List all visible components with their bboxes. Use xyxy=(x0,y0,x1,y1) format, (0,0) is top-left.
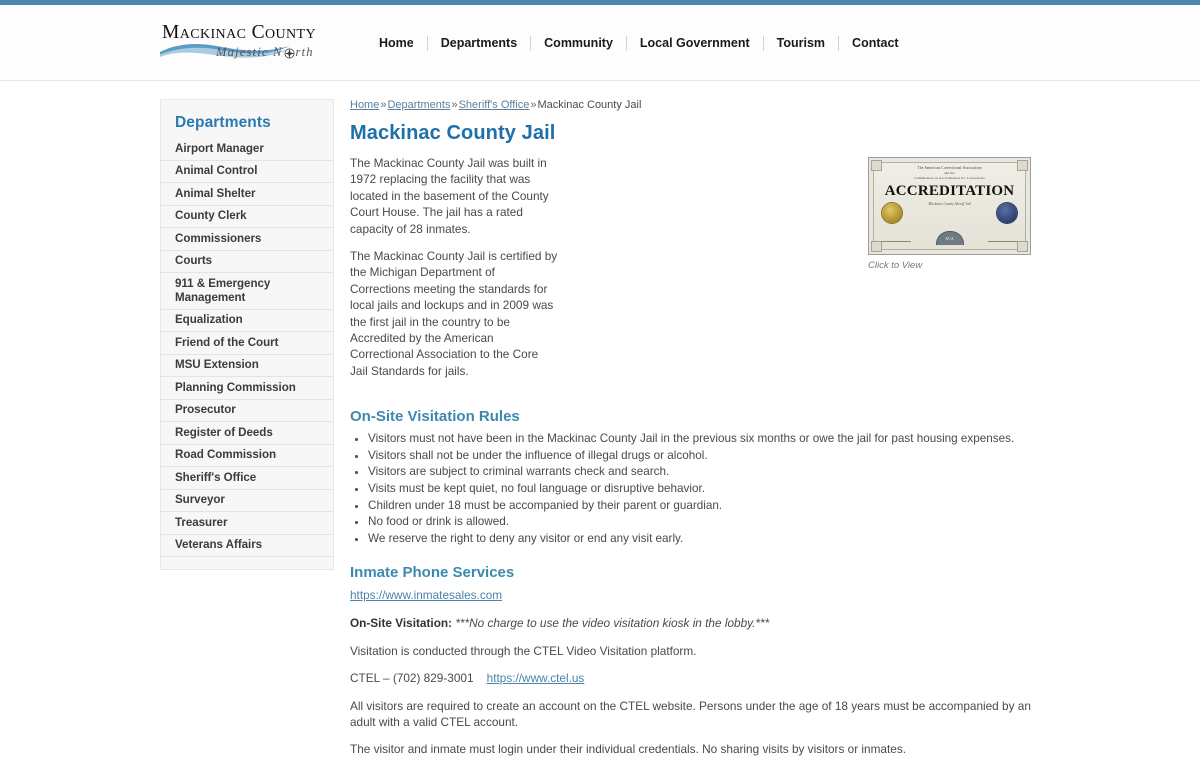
inmate-phone-services-heading: Inmate Phone Services xyxy=(350,564,515,582)
sidebar-item-msu-extension[interactable]: MSU Extension xyxy=(175,358,259,371)
account-requirement-paragraph: All visitors are required to create an account on the CTEL website. Persons under the age of 18 years must be accompanied by an adult with a valid CTEL account. xyxy=(350,698,1031,730)
nav-item-home[interactable]: Home xyxy=(379,36,414,50)
credentials-paragraph: The visitor and inmate must login under their individual credentials. No sharing visits by visitors or inmates. xyxy=(350,742,907,757)
sidebar-item-register-of-deeds[interactable]: Register of Deeds xyxy=(175,425,273,439)
gold-seal-icon xyxy=(882,203,902,223)
intro-section xyxy=(350,155,1040,390)
list-item xyxy=(161,251,333,274)
list-item xyxy=(161,138,333,161)
list-item xyxy=(161,400,333,423)
platform-paragraph: Visitation is conducted through the CTEL Video Visitation platform. xyxy=(350,643,697,658)
breadcrumb-separator: » xyxy=(380,99,387,111)
blue-seal-icon xyxy=(997,203,1017,223)
certificate-corner-ornament xyxy=(1017,241,1028,252)
onsite-visitation-label: On-Site Visitation: xyxy=(350,616,453,631)
list-item xyxy=(161,490,333,513)
breadcrumb-item-sheriffs-office[interactable]: Sheriff's Office xyxy=(458,99,530,111)
breadcrumb-item-departments[interactable]: Departments xyxy=(387,99,451,111)
intro-paragraph-2: The Mackinac County Jail is certified by the Michigan Department of Corrections meeting the standards for local jails and lockups and in 2009 was the first jail in the country to be Accredited by the American Correctional Association to the Core Jail Standards for jails. xyxy=(350,249,558,378)
intro-paragraph-1: The Mackinac County Jail was built in 1972 replacing the facility that was located in the basement of the County Court House. The jail has a rated capacity of 28 inmates. xyxy=(350,156,549,236)
sidebar-item-commissioners[interactable]: Commissioners xyxy=(175,231,262,245)
list-item xyxy=(161,332,333,355)
list-item xyxy=(161,467,333,490)
list-item: • No food or drink is allowed. xyxy=(368,514,1040,530)
list-item: • Children under 18 must be accompanied by their parent or guardian. xyxy=(368,498,1040,514)
sidebar-item-sheriffs-office[interactable]: Sheriff's Office xyxy=(175,470,257,484)
inmatesales-link[interactable]: https://www.inmatesales.com xyxy=(350,588,503,603)
sidebar-item-equalization[interactable]: Equalization xyxy=(175,313,243,326)
logo-secondary-before: Majestic N xyxy=(216,44,283,59)
list-item xyxy=(161,310,333,333)
breadcrumb xyxy=(350,99,1040,112)
sidebar-item-road-commission[interactable]: Road Commission xyxy=(175,448,277,461)
ctel-contact-row xyxy=(350,670,1040,686)
page-body xyxy=(160,81,1040,769)
sidebar-item-county-clerk[interactable]: County Clerk xyxy=(175,209,247,222)
signature-line xyxy=(988,241,1018,242)
list-item: • Visitors must not have been in the Mackinac County Jail in the previous six months or owe the jail for past housing expenses. xyxy=(368,431,1040,447)
accreditation-figure[interactable] xyxy=(868,157,1033,272)
list-item xyxy=(161,183,333,206)
figure-caption: Click to View xyxy=(868,260,923,271)
site-logo[interactable] xyxy=(160,23,342,65)
onsite-visitation-text: ***No charge to use the video visitation kiosk in the lobby.*** xyxy=(455,616,770,631)
logo-secondary-after: rth xyxy=(295,44,314,59)
ctel-phone-text: CTEL – (702) 829-3001 xyxy=(350,671,474,686)
list-item xyxy=(161,512,333,535)
breadcrumb-item-home[interactable]: Home xyxy=(350,99,380,111)
breadcrumb-current: Mackinac County Jail xyxy=(537,99,642,111)
list-item: • Visitors are subject to criminal warrants check and search. xyxy=(368,464,1040,480)
certificate-recipient: Mackinac County Sheriff Jail xyxy=(928,202,971,206)
department-list xyxy=(161,138,333,557)
signature-line xyxy=(881,241,911,242)
site-header xyxy=(0,5,1200,81)
list-item xyxy=(161,377,333,400)
list-item: • We reserve the right to deny any visitor or end any visit early. xyxy=(368,531,1040,547)
visitation-rules-list xyxy=(350,431,1040,546)
list-item: • Visitors shall not be under the influence of illegal drugs or alcohol. xyxy=(368,448,1040,464)
list-item xyxy=(161,422,333,445)
list-item xyxy=(161,355,333,378)
sidebar-item-friend-of-the-court[interactable]: Friend of the Court xyxy=(175,335,279,349)
nav-item-departments[interactable]: Departments xyxy=(440,36,518,50)
sidebar-item-planning-commission[interactable]: Planning Commission xyxy=(175,380,296,394)
main-content xyxy=(334,99,1040,769)
ctel-link[interactable]: https://www.ctel.us xyxy=(486,671,585,686)
departments-sidebar xyxy=(160,99,334,570)
certificate-line-2: and the xyxy=(944,171,955,175)
breadcrumb-separator: » xyxy=(451,99,458,111)
sidebar-item-veterans-affairs[interactable]: Veterans Affairs xyxy=(175,538,263,551)
onsite-visitation-note xyxy=(350,615,1040,631)
sidebar-item-animal-control[interactable]: Animal Control xyxy=(175,164,258,177)
main-navigation xyxy=(366,36,912,51)
logo-secondary-text xyxy=(216,45,314,60)
nav-item-community[interactable]: Community xyxy=(544,36,613,50)
list-item xyxy=(161,535,333,558)
accreditation-certificate-image[interactable] xyxy=(868,157,1031,255)
certificate-line-3: Commission on Accreditation for Corrections xyxy=(914,176,985,180)
visitation-rules-heading: On-Site Visitation Rules xyxy=(350,408,520,426)
nav-item-tourism[interactable]: Tourism xyxy=(776,36,826,50)
nav-item-contact[interactable]: Contact xyxy=(852,36,899,50)
sidebar-item-911-emergency[interactable]: 911 & Emergency Management xyxy=(175,276,271,304)
certificate-corner-ornament xyxy=(871,241,882,252)
breadcrumb-separator: » xyxy=(530,99,537,111)
sidebar-item-airport-manager[interactable]: Airport Manager xyxy=(175,141,264,155)
certificate-line-1: The American Correctional Association xyxy=(917,166,982,170)
list-item xyxy=(161,206,333,229)
sidebar-item-courts[interactable]: Courts xyxy=(175,254,213,267)
logo-primary-text: Mackinac County xyxy=(162,21,316,43)
nav-item-local-government[interactable]: Local Government xyxy=(639,36,750,50)
list-item xyxy=(161,445,333,468)
sidebar-item-surveyor[interactable]: Surveyor xyxy=(175,493,225,506)
sidebar-item-prosecutor[interactable]: Prosecutor xyxy=(175,403,236,416)
sidebar-item-animal-shelter[interactable]: Animal Shelter xyxy=(175,186,256,200)
compass-rose-icon xyxy=(284,48,295,59)
sidebar-heading: Departments xyxy=(175,114,271,131)
inmate-sales-link-row xyxy=(350,587,1040,603)
list-item xyxy=(161,228,333,251)
page-title: Mackinac County Jail xyxy=(350,122,556,144)
list-item xyxy=(161,273,333,310)
sidebar-item-treasurer[interactable]: Treasurer xyxy=(175,515,228,529)
list-item: • Visits must be kept quiet, no foul language or disruptive behavior. xyxy=(368,481,1040,497)
certificate-main-word: ACCREDITATION xyxy=(884,183,1015,199)
list-item xyxy=(161,161,333,184)
